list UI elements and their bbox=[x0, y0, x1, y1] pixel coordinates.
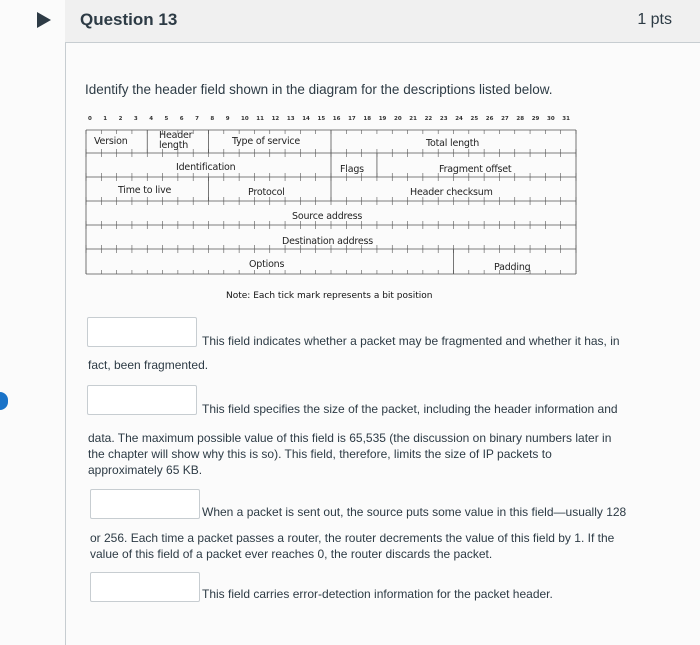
bit-number-6: 6 bbox=[179, 116, 184, 122]
bit-number-5: 5 bbox=[164, 116, 169, 122]
bit-number-14: 14 bbox=[302, 116, 310, 122]
bit-number-12: 12 bbox=[271, 116, 280, 122]
bit-number-9: 9 bbox=[225, 116, 230, 122]
bit-number-11: 11 bbox=[256, 116, 264, 122]
item-3-line-3: value of this field of a packet ever reaches 0, the router discards the packet. bbox=[90, 547, 493, 561]
diagram-note: Note: Each tick mark represents a bit position bbox=[226, 291, 433, 301]
answer-input-1[interactable] bbox=[87, 317, 197, 347]
bit-number-22: 22 bbox=[424, 116, 433, 122]
field-fragment-offset: Fragment offset bbox=[439, 164, 512, 175]
bit-number-31: 31 bbox=[562, 116, 570, 122]
bit-number-29: 29 bbox=[531, 116, 540, 122]
bit-number-24: 24 bbox=[455, 116, 463, 122]
field-version: Version bbox=[94, 136, 128, 147]
bit-number-18: 18 bbox=[363, 116, 372, 122]
field-header-checksum: Header checksum bbox=[410, 187, 493, 198]
bit-number-17: 17 bbox=[348, 116, 356, 122]
bit-number-7: 7 bbox=[195, 116, 199, 122]
bit-number-20: 20 bbox=[394, 116, 402, 122]
item-3-first-line: When a packet is sent out, the source puts some value in this field—usually 128 bbox=[202, 505, 627, 519]
bit-number-26: 26 bbox=[485, 116, 494, 122]
field-type-of-service: Type of service bbox=[232, 136, 301, 147]
question-prompt: Identify the header field shown in the diagram for the descriptions listed below. bbox=[85, 82, 553, 97]
field-options: Options bbox=[249, 259, 285, 270]
item-1-first-line: This field indicates whether a packet may be fragmented and whether it has, in bbox=[202, 334, 620, 348]
item-2-line-2: data. The maximum possible value of this field is 65,535 (the discussion on binary numbers later in bbox=[88, 431, 612, 445]
field-time-to-live: Time to live bbox=[118, 185, 172, 196]
bit-number-10: 10 bbox=[241, 116, 249, 122]
item-3-line-2: or 256. Each time a packet passes a router, the router decrements the value of this field by 1. If the bbox=[90, 531, 615, 545]
item-2-line-3: the chapter will show why this is so). This field, therefore, limits the size of IP packets to bbox=[88, 447, 552, 461]
field-total-length: Total length bbox=[426, 138, 480, 149]
bit-number-27: 27 bbox=[501, 116, 509, 122]
bit-number-25: 25 bbox=[470, 116, 479, 122]
bit-number-16: 16 bbox=[332, 116, 341, 122]
field-protocol: Protocol bbox=[248, 187, 285, 198]
field-header-length-line1: Header bbox=[159, 130, 193, 141]
bit-number-30: 30 bbox=[547, 116, 555, 122]
question-title: Question 13 bbox=[80, 10, 178, 29]
bit-number-23: 23 bbox=[439, 116, 448, 122]
ip-header-diagram bbox=[84, 110, 584, 310]
item-4-first-line: This field carries error-detection information for the packet header. bbox=[202, 587, 553, 601]
bit-number-0: 0 bbox=[88, 116, 92, 122]
bit-number-15: 15 bbox=[317, 116, 326, 122]
answer-input-3[interactable] bbox=[90, 489, 200, 519]
answer-input-4[interactable] bbox=[90, 572, 200, 602]
field-header-length-line2: length bbox=[159, 140, 189, 151]
question-marker-icon bbox=[37, 12, 51, 28]
field-flags: Flags bbox=[340, 164, 364, 175]
question-header bbox=[65, 0, 700, 43]
bit-number-8: 8 bbox=[210, 116, 215, 122]
field-destination-address: Destination address bbox=[282, 236, 374, 247]
field-source-address: Source address bbox=[292, 211, 363, 222]
answer-input-2[interactable] bbox=[87, 385, 197, 415]
question-points: 1 pts bbox=[637, 11, 672, 28]
bit-number-21: 21 bbox=[409, 116, 417, 122]
bit-number-28: 28 bbox=[516, 116, 525, 122]
bit-number-4: 4 bbox=[149, 116, 154, 122]
bit-number-2: 2 bbox=[118, 116, 123, 122]
divider bbox=[65, 42, 66, 645]
bit-number-3: 3 bbox=[133, 116, 138, 122]
item-2-line-4: approximately 65 KB. bbox=[88, 463, 203, 477]
item-1-line-2: fact, been fragmented. bbox=[88, 358, 209, 372]
item-2-first-line: This field specifies the size of the packet, including the header information and bbox=[202, 402, 618, 416]
bit-number-1: 1 bbox=[103, 116, 108, 122]
field-padding: Padding bbox=[494, 262, 531, 273]
bit-number-13: 13 bbox=[286, 116, 295, 122]
bit-number-19: 19 bbox=[378, 116, 387, 122]
field-identification: Identification bbox=[176, 162, 236, 173]
scroll-indicator bbox=[0, 392, 8, 410]
